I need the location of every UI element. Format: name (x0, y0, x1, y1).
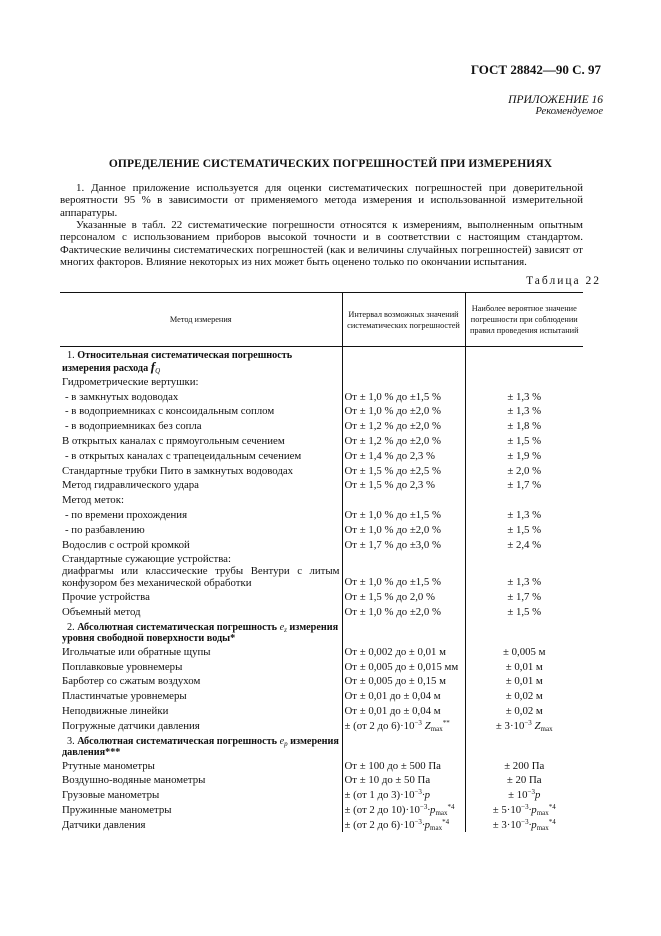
table-row (60, 718, 583, 733)
interval-cell (342, 522, 465, 537)
interval-value: От ± 1,5 % до ±2,5 % (344, 464, 441, 477)
probable-cell (465, 817, 583, 832)
method-label: Воздушно-водяные манометры (62, 774, 206, 787)
method-cell (60, 758, 342, 773)
interval-cell (342, 566, 465, 589)
probable-cell (465, 347, 583, 375)
interval-value: От ± 1,0 % до ±1,5 % (344, 390, 441, 403)
method-label: - по времени прохождения (65, 508, 188, 521)
appendix-label: ПРИЛОЖЕНИЕ 16 (508, 94, 603, 106)
interval-cell (342, 787, 465, 802)
interval-cell (342, 448, 465, 463)
appendix-status: Рекомендуемое (535, 106, 603, 117)
interval-value: От ± 0,005 до ± 0,15 м (344, 675, 446, 688)
probable-prefix: ± 5·10 (492, 803, 522, 816)
exponent: −3 (524, 718, 532, 727)
footnote-mark: *4 (442, 817, 450, 826)
method-cell (60, 522, 342, 537)
table-row (60, 418, 583, 433)
exponent: −3 (414, 718, 422, 727)
symbol: ·p (421, 818, 431, 831)
method-cell (60, 537, 342, 552)
interval-cell (342, 604, 465, 619)
probable-cell (465, 659, 583, 674)
table-row (60, 688, 583, 703)
table-row (60, 802, 583, 817)
method-cell (60, 718, 342, 733)
header-interval: Интервал возможных значений систематических погрешностей (342, 293, 465, 347)
table-row (60, 703, 583, 718)
table-row (60, 674, 583, 689)
header-method: Метод измерения (60, 293, 342, 347)
interval-cell (342, 589, 465, 604)
symbol-e: e (279, 735, 285, 747)
method-cell (60, 463, 342, 478)
probable-cell (465, 492, 583, 507)
symbol: ·p (427, 803, 436, 816)
method-label: - в замкнутых водоводах (65, 390, 179, 403)
method-cell (60, 703, 342, 718)
interval-value: От ± 0,005 до ± 0,015 мм (344, 660, 459, 673)
paragraph-2 (60, 219, 583, 269)
section-row-2 (60, 619, 583, 644)
method-label: Метод гидравлического удара (62, 479, 199, 492)
method-label: Пружинные манометры (62, 803, 172, 816)
method-label: Грузовые манометры (62, 789, 160, 802)
symbol-subscript: Q (155, 367, 161, 375)
interval-value: От ± 1,4 % до 2,3 % (344, 449, 436, 462)
footnote-mark: *4 (447, 802, 455, 811)
table-body (60, 347, 583, 832)
table-row (60, 566, 583, 589)
interval-value: От ± 1,7 % до ±3,0 % (344, 538, 441, 551)
interval-cell (342, 619, 465, 644)
interval-prefix: ± (от 2 до 6)·10 (344, 719, 415, 732)
section-row-3 (60, 733, 583, 758)
probable-cell (465, 773, 583, 788)
method-cell (60, 659, 342, 674)
method-label: - в открытых каналах с трапецеидальным сечением (65, 449, 302, 462)
exponent: −3 (414, 788, 422, 797)
method-label: Датчики давления (62, 818, 146, 831)
interval-cell (342, 718, 465, 733)
table-row (60, 644, 583, 659)
interval-cell (342, 552, 465, 567)
table-row (60, 537, 583, 552)
systematic-errors-table (60, 292, 583, 832)
section-title: Относительная систематическая погрешность измерения расхода (62, 350, 293, 374)
interval-cell (342, 644, 465, 659)
method-cell (60, 507, 342, 522)
table-row (60, 604, 583, 619)
probable-cell (465, 389, 583, 404)
method-cell (60, 674, 342, 689)
probable-value: ± 1,9 % (507, 449, 542, 462)
interval-cell (342, 492, 465, 507)
section-number: 1. (67, 350, 78, 361)
method-cell (60, 478, 342, 493)
exponent: −3 (521, 802, 529, 811)
interval-value: От ± 1,0 % до ±1,5 % (344, 576, 441, 589)
probable-prefix: ± 3·10 (495, 719, 525, 732)
interval-value: От ± 1,0 % до ±2,0 % (344, 405, 441, 418)
method-cell (60, 433, 342, 448)
appendix-block (508, 94, 603, 118)
probable-value: ± 0,005 м (503, 645, 546, 658)
interval-cell (342, 374, 465, 389)
symbol: ·p (528, 818, 537, 831)
exponent: −3 (419, 802, 428, 811)
probable-cell (465, 566, 583, 589)
exponent: −3 (527, 788, 535, 797)
method-cell (60, 644, 342, 659)
probable-cell (465, 404, 583, 419)
symbol-subscript: max (435, 808, 448, 817)
method-label: Гидрометрические вертушки: (62, 375, 199, 388)
method-label: Поплавковые уровнемеры (62, 660, 183, 673)
probable-cell (465, 522, 583, 537)
probable-cell (465, 619, 583, 644)
table-row (60, 478, 583, 493)
probable-value: ± 0,02 м (505, 704, 543, 717)
method-cell (60, 604, 342, 619)
probable-cell (465, 718, 583, 733)
method-label: Ртутные манометры (62, 759, 155, 772)
interval-value: От ± 0,002 до ± 0,01 м (344, 645, 446, 658)
paragraph-2-text: Указанные в табл. 22 систематические погрешности относятся к измерениям, выполненным опытным персоналом с использованием приборов высокой точности и в соответствии с настоящим стандартом. Фактические величины систематических погрешностей (как и величины случайных погрешностей) зависят от многих факторов. Влияние некоторых из них может быть оценено только по окончании испытания. (60, 219, 583, 269)
method-cell (60, 787, 342, 802)
method-label: Стандартные сужающие устройства: (62, 553, 231, 566)
table-row (60, 659, 583, 674)
symbol-subscript: z (284, 625, 287, 634)
footnote-mark: ** (442, 718, 450, 727)
method-cell (60, 492, 342, 507)
interval-value: От ± 0,01 до ± 0,04 м (344, 690, 441, 703)
interval-cell (342, 478, 465, 493)
probable-cell (465, 418, 583, 433)
probable-cell (465, 674, 583, 689)
probable-cell (465, 802, 583, 817)
footnote-mark: *4 (548, 802, 556, 811)
section-title-a: Абсолютная систематическая погрешность (77, 621, 280, 633)
interval-value: От ± 1,0 % до ±1,5 % (344, 508, 441, 521)
table-row (60, 389, 583, 404)
symbol-subscript: max (430, 724, 443, 733)
probable-cell (465, 733, 583, 758)
interval-cell (342, 507, 465, 522)
interval-cell (342, 802, 465, 817)
probable-cell (465, 552, 583, 567)
symbol-f: f (150, 359, 156, 374)
probable-cell (465, 374, 583, 389)
interval-cell (342, 433, 465, 448)
table-row (60, 404, 583, 419)
exponent: −3 (414, 817, 422, 826)
probable-value: ± 0,01 м (505, 660, 543, 673)
interval-value: От ± 10 до ± 50 Па (344, 774, 431, 787)
method-label: Барботер со сжатым воздухом (62, 675, 201, 688)
method-cell (60, 389, 342, 404)
header-probable: Наиболее вероятное значение погрешности при соблюдении правил проведения испытаний (465, 293, 583, 347)
symbol-subscript: max (536, 808, 549, 817)
page-title: ОПРЕДЕЛЕНИЕ СИСТЕМАТИЧЕСКИХ ПОГРЕШНОСТЕЙ ПРИ ИЗМЕРЕНИЯХ (108, 158, 553, 170)
probable-cell (465, 589, 583, 604)
table-row (60, 463, 583, 478)
probable-cell (465, 507, 583, 522)
symbol: ·p (528, 803, 537, 816)
symbol-subscript: max (430, 823, 443, 832)
interval-cell (342, 688, 465, 703)
symbol: Z (531, 719, 541, 732)
symbol-e: e (279, 621, 285, 633)
paragraph-1 (60, 182, 583, 219)
probable-value: ± 1,3 % (507, 508, 542, 521)
probable-cell (465, 448, 583, 463)
symbol: Z (421, 719, 431, 732)
method-label: Игольчатые или обратные щупы (62, 645, 211, 658)
section-title-a: Абсолютная систематическая погрешность (77, 735, 280, 747)
method-label: В открытых каналах с прямоугольным сечением (62, 434, 285, 447)
probable-prefix: ± 10 (508, 789, 528, 802)
interval-value: От ± 1,0 % до ±2,0 % (344, 605, 441, 618)
table-row (60, 522, 583, 537)
interval-cell (342, 659, 465, 674)
probable-value: ± 1,8 % (507, 420, 542, 433)
interval-cell (342, 404, 465, 419)
method-label: - по разбавлению (65, 523, 145, 536)
table-row (60, 589, 583, 604)
interval-cell (342, 418, 465, 433)
section-title-b: измерения давления*** (62, 735, 339, 758)
method-label: Неподвижные линейки (62, 704, 169, 717)
probable-cell (465, 604, 583, 619)
table-row (60, 758, 583, 773)
method-cell (60, 619, 342, 644)
method-label: - в водоприемниках без сопла (65, 420, 202, 433)
section-number: 3. (67, 735, 78, 747)
section-row-1 (60, 347, 583, 375)
method-cell (60, 566, 342, 589)
interval-cell (342, 758, 465, 773)
interval-cell (342, 674, 465, 689)
method-cell (60, 817, 342, 832)
interval-cell (342, 703, 465, 718)
symbol-subscript: p (284, 739, 288, 748)
method-cell (60, 802, 342, 817)
symbol: ·p (421, 789, 431, 802)
interval-cell (342, 347, 465, 375)
symbol: p (534, 789, 541, 802)
probable-cell (465, 478, 583, 493)
interval-cell (342, 463, 465, 478)
method-label: Стандартные трубки Пито в замкнутых водоводах (62, 464, 294, 477)
probable-prefix: ± 3·10 (492, 818, 522, 831)
method-cell (60, 552, 342, 567)
method-label: Метод меток: (62, 494, 124, 507)
method-cell (60, 773, 342, 788)
method-cell (60, 688, 342, 703)
probable-value: ± 1,5 % (507, 605, 542, 618)
interval-value: От ± 1,2 % до ±2,0 % (344, 420, 441, 433)
probable-value: ± 0,01 м (505, 675, 543, 688)
interval-value: От ± 1,5 % до 2,3 % (344, 479, 436, 492)
symbol-subscript: max (540, 724, 553, 733)
exponent: −3 (521, 817, 529, 826)
probable-value: ± 20 Па (506, 774, 542, 787)
probable-value: ± 1,3 % (507, 390, 542, 403)
interval-cell (342, 389, 465, 404)
interval-value: От ± 1,2 % до ±2,0 % (344, 434, 441, 447)
table-label: Таблица 22 (526, 275, 601, 287)
interval-cell (342, 733, 465, 758)
method-cell (60, 374, 342, 389)
probable-value: ± 0,02 м (505, 690, 543, 703)
interval-value: От ± 0,01 до ± 0,04 м (344, 704, 441, 717)
method-cell (60, 418, 342, 433)
probable-value: ± 2,4 % (507, 538, 542, 551)
probable-value: ± 1,5 % (507, 434, 542, 447)
method-label: Пластинчатые уровнемеры (62, 690, 187, 703)
table-row (60, 448, 583, 463)
probable-value: ± 1,7 % (507, 479, 542, 492)
probable-cell (465, 433, 583, 448)
interval-cell (342, 537, 465, 552)
probable-cell (465, 787, 583, 802)
table-row (60, 552, 583, 567)
method-cell (60, 404, 342, 419)
interval-value: От ± 1,0 % до ±2,0 % (344, 523, 441, 536)
probable-value: ± 1,3 % (507, 405, 542, 418)
section-number: 2. (67, 621, 78, 633)
table-row (60, 374, 583, 389)
method-label: Прочие устройства (62, 591, 150, 604)
interval-cell (342, 773, 465, 788)
table-row (60, 773, 583, 788)
table-row (60, 817, 583, 832)
method-label: Объемный метод (62, 605, 141, 618)
paragraph-1-text: 1. Данное приложение используется для оценки систематических погрешностей при доверительной вероятности 95 % в зависимости от применяемого метода измерения и использованной измерительной аппаратуры. (60, 182, 583, 219)
table-row (60, 507, 583, 522)
probable-value: ± 1,5 % (507, 523, 542, 536)
symbol-subscript: max (536, 823, 549, 832)
probable-value: ± 1,3 % (507, 576, 542, 589)
probable-cell (465, 688, 583, 703)
interval-prefix: ± (от 1 до 3)·10 (344, 789, 415, 802)
method-label: Погружные датчики давления (62, 719, 200, 732)
probable-value: ± 1,7 % (507, 591, 542, 604)
interval-value: От ± 100 до ± 500 Па (344, 759, 441, 772)
method-cell (60, 733, 342, 758)
page-header: ГОСТ 28842—90 С. 97 (470, 62, 601, 77)
probable-cell (465, 644, 583, 659)
probable-cell (465, 463, 583, 478)
interval-prefix: ± (от 2 до 10)·10 (344, 803, 420, 816)
table-row (60, 492, 583, 507)
method-label: - в водоприемниках с консоидальным соплом (65, 405, 275, 418)
interval-prefix: ± (от 2 до 6)·10 (344, 818, 415, 831)
interval-cell (342, 817, 465, 832)
method-cell (60, 589, 342, 604)
table-row (60, 787, 583, 802)
footnote-mark: *4 (548, 817, 556, 826)
probable-cell (465, 703, 583, 718)
table-header-row (60, 293, 583, 347)
probable-value: ± 2,0 % (507, 464, 542, 477)
probable-cell (465, 537, 583, 552)
probable-value: ± 200 Па (504, 759, 545, 772)
method-label: диафрагмы или классические трубы Вентури с литым конфузором без механической обработки (62, 565, 340, 589)
method-label: Водослив с острой кромкой (62, 538, 190, 551)
method-cell (60, 347, 342, 375)
table-row (60, 433, 583, 448)
method-cell (60, 448, 342, 463)
probable-cell (465, 758, 583, 773)
interval-value: От ± 1,5 % до 2,0 % (344, 591, 436, 604)
section-title-b: измерения уровня свободной поверхности воды* (62, 621, 339, 644)
